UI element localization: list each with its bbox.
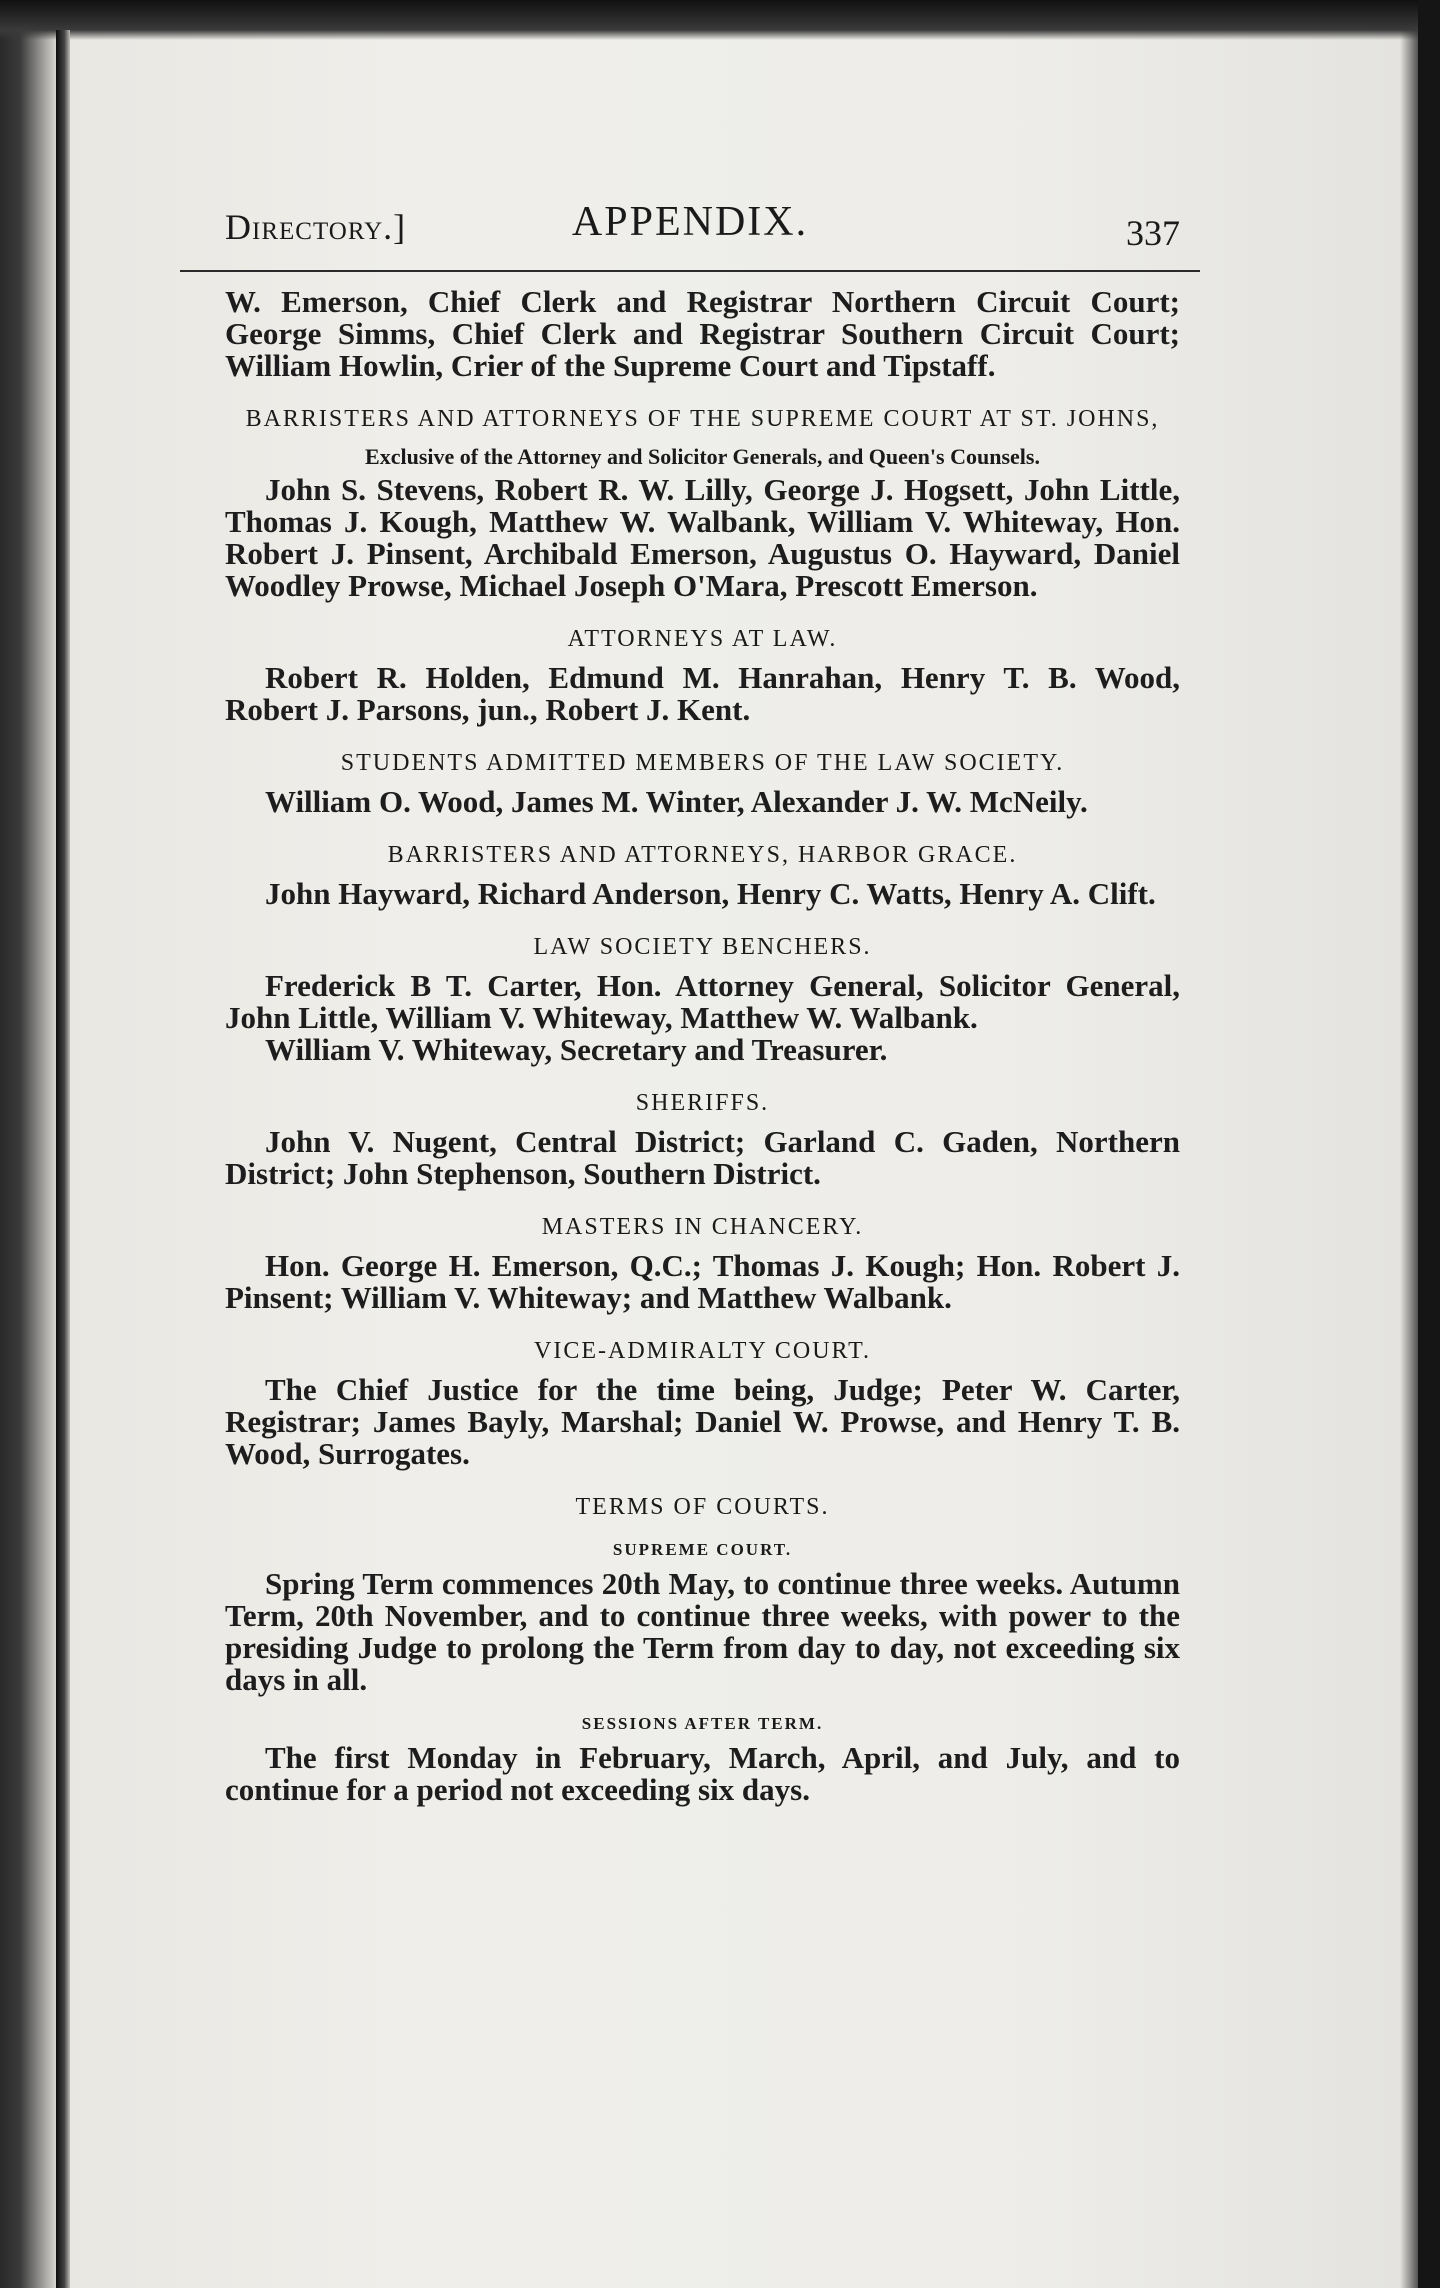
section-text-sheriffs: John V. Nugent, Central District; Garland C. Gaden, Northern District; John Stephenson, Southern District. [225,1124,1180,1191]
running-header [180,190,1200,272]
section-note-exclusive: Exclusive of the Attorney and Solicitor Generals, and Queen's Counsels. [365,444,1040,469]
header-appendix-title: APPENDIX. [571,199,809,245]
section-heading-barristers-st-johns: BARRISTERS AND ATTORNEYS OF THE SUPREME COURT AT ST. JOHNS, [245,406,1160,432]
section-heading-vice-admiralty: VICE-ADMIRALTY COURT. [534,1338,871,1364]
scan-top-shadow [0,0,1440,40]
page-body [180,272,1200,1806]
section-heading-benchers: LAW SOCIETY BENCHERS. [533,934,872,960]
subheading-sessions-after-term: SESSIONS AFTER TERM. [581,1714,824,1733]
section-heading-masters-chancery: MASTERS IN CHANCERY. [541,1214,864,1240]
subheading-supreme-court: SUPREME COURT. [612,1540,793,1559]
scan-right-edge [1418,0,1440,2288]
section-text-sessions-after-term: The first Monday in February, March, April, and July, and to continue for a period not exceeding six days. [225,1740,1180,1807]
section-heading-terms-of-courts: TERMS OF COURTS. [575,1494,830,1520]
header-section-title: Directory.] [225,207,407,247]
intro-paragraph: W. Emerson, Chief Clerk and Registrar Northern Circuit Court; George Simms, Chief Clerk and Registrar Southern Circuit Court; William Howlin, Crier of the Supreme Court and Tipstaff. [225,284,1180,383]
book-spine [56,30,70,2288]
section-text-barristers-st-johns: John S. Stevens, Robert R. W. Lilly, George J. Hogsett, John Little, Thomas J. Kough, Matthew W. Walbank, William V. Whiteway, Hon. Robert J. Pinsent, Archibald Emerson, Augustus O. Hayward, Daniel Woodley Prowse, Michael Joseph O'Mara, Prescott Emerson. [225,472,1180,603]
section-text-attorneys-at-law: Robert R. Holden, Edmund M. Hanrahan, Henry T. B. Wood, Robert J. Parsons, jun., Robert J. Kent. [225,660,1180,727]
section-text-benchers-secretary: William V. Whiteway, Secretary and Treasurer. [265,1032,888,1067]
section-heading-students: STUDENTS ADMITTED MEMBERS OF THE LAW SOCIETY. [340,750,1065,776]
section-heading-attorneys-at-law: ATTORNEYS AT LAW. [567,626,838,652]
section-text-supreme-court-terms: Spring Term commences 20th May, to continue three weeks. Autumn Term, 20th November, and to continue three weeks, with power to the presiding Judge to prolong the Term from day to day, not exceeding six days in all. [225,1566,1180,1697]
book-page [180,190,1200,1806]
section-heading-harbor-grace: BARRISTERS AND ATTORNEYS, HARBOR GRACE. [387,842,1018,868]
section-text-students: William O. Wood, James M. Winter, Alexander J. W. McNeily. [265,784,1088,819]
page-number: 337 [1126,213,1180,253]
section-text-harbor-grace: John Hayward, Richard Anderson, Henry C. Watts, Henry A. Clift. [265,876,1156,911]
section-text-vice-admiralty: The Chief Justice for the time being, Judge; Peter W. Carter, Registrar; James Bayly, Marshal; Daniel W. Prowse, and Henry T. B. Wood, Surrogates. [225,1372,1180,1471]
section-text-masters-chancery: Hon. George H. Emerson, Q.C.; Thomas J. Kough; Hon. Robert J. Pinsent; William V. Whiteway; and Matthew Walbank. [225,1248,1180,1315]
section-text-benchers: Frederick B T. Carter, Hon. Attorney General, Solicitor General, John Little, William V. Whiteway, Matthew W. Walbank. [225,968,1180,1035]
section-heading-sheriffs: SHERIFFS. [635,1090,770,1116]
